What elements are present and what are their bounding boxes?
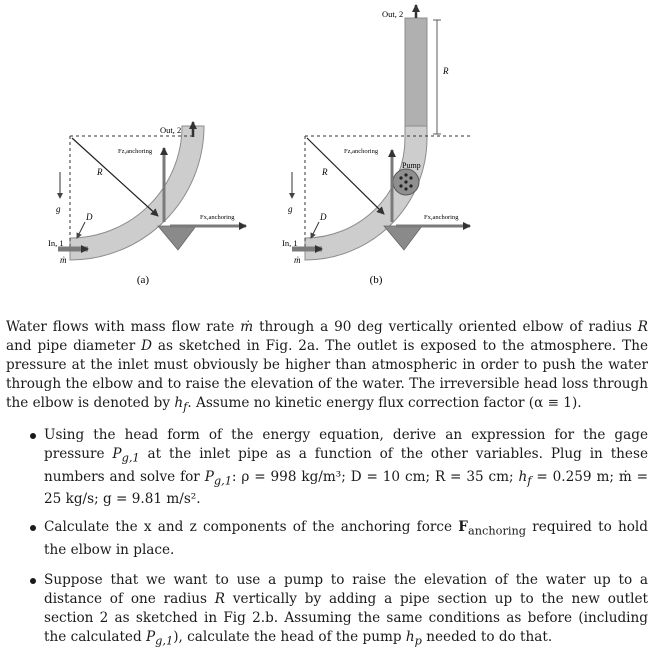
panel-a-gravity-label: g: [56, 204, 61, 214]
panel-b-pump-impeller-dot: [399, 184, 402, 187]
head-loss-symbol: h: [518, 468, 528, 485]
task-list: [0, 426, 652, 651]
head-loss-subscript: f: [183, 399, 188, 414]
gravity-value: g = 9.81 m/s²: [103, 491, 197, 508]
density-value: ρ = 998 kg/m³: [241, 468, 342, 485]
panel-a: [44, 122, 246, 286]
panel-b-pump-impeller-dot: [404, 187, 407, 190]
panel-a-radius-label: R: [97, 167, 103, 177]
panel-a-caption: (a): [136, 274, 150, 286]
task-item: [0, 426, 652, 509]
alpha-expression: α ≡ 1: [534, 395, 572, 411]
panel-a-inlet-label: In, 1: [48, 238, 64, 248]
head-loss-symbol: h: [174, 395, 184, 411]
panel-b-fz-label: Fz,anchoring: [344, 148, 379, 155]
panel-a-diameter-label: D: [86, 212, 93, 222]
radius-symbol: R: [214, 591, 226, 608]
gage-pressure-subscript: g,1: [213, 473, 232, 488]
task-text: vertically by adding a pipe section up to the new outlet section 2 as sketched in Fig 2.b. Assuming the same conditions as before (including the calculated: [44, 591, 649, 646]
pump-head-subscript: p: [414, 633, 422, 648]
panel-b-pump-impeller-dot: [404, 173, 407, 176]
intro-text: ).: [571, 395, 582, 411]
panel-b-pump-label: Pump: [402, 161, 421, 170]
gage-pressure-subscript: g,1: [121, 450, 140, 465]
task-text: .: [196, 491, 201, 508]
panel-b-pump-impeller-dot: [404, 180, 407, 183]
problem-statement: [6, 318, 648, 417]
head-loss-subscript: f: [527, 473, 532, 488]
intro-text: Water flows with mass flow rate: [6, 319, 241, 335]
figure-2: [0, 0, 652, 300]
task-text: ), calculate the head of the pump: [173, 629, 406, 646]
panel-b-caption: (b): [369, 274, 383, 286]
panel-b-riser-pipe: [405, 18, 427, 128]
panel-b: [278, 5, 476, 286]
panel-b-outlet-label: Out, 2: [382, 9, 404, 19]
panel-a-mdot-label: ṁ: [60, 255, 67, 265]
panel-b-pump-impeller-dot: [409, 176, 412, 179]
panel-b-pump-impeller-dot: [399, 176, 402, 179]
intro-text: and pipe diameter: [6, 338, 142, 354]
diameter-symbol: D: [141, 338, 153, 354]
task-item: [0, 518, 652, 560]
mass-flow-value: ṁ = 25 kg/s: [44, 468, 648, 508]
diameter-value: D = 10 cm: [350, 468, 426, 485]
task-text: :: [231, 468, 242, 485]
task-text: at the inlet pipe as a function of the other variables. Plug in these numbers and solve for: [44, 446, 648, 485]
panel-b-diameter-label: D: [320, 212, 327, 222]
force-subscript: anchoring: [467, 524, 527, 539]
task-item: [0, 571, 652, 651]
panel-b-radius-label: R: [322, 167, 328, 177]
intro-text: . Assume no kinetic energy flux correction factor (: [187, 395, 535, 411]
force-symbol: F: [458, 519, 468, 536]
gage-pressure-symbol: P: [112, 446, 122, 462]
pump-head-symbol: h: [405, 629, 415, 646]
intro-text: as sketched in Fig. 2a. The outlet is exposed to the atmosphere. The pressure at the inlet must obviously be higher than atmospheric in order to push the water through the elbow and to raise the elevation of the water. The irreversible head loss through the elbow is denoted by: [6, 338, 648, 411]
radius-symbol: R: [637, 319, 648, 335]
bullet-dot: [30, 578, 36, 584]
panel-a-fx-label: Fx,anchoring: [200, 214, 235, 221]
panel-a-outlet-label: Out, 2: [160, 125, 182, 135]
panel-b-riser-label: R: [443, 66, 449, 76]
panel-b-fx-label: Fx,anchoring: [424, 214, 459, 221]
gage-pressure-subscript: g,1: [155, 633, 174, 648]
panel-b-inlet-label: In, 1: [282, 238, 298, 248]
radius-value: R = 35 cm: [434, 468, 510, 485]
task-text: required to hold the elbow in place.: [44, 519, 648, 559]
gage-pressure-symbol: P: [204, 468, 214, 485]
task-text: ;: [509, 468, 519, 485]
mdot-symbol: ṁ: [240, 319, 254, 335]
task-text: ;: [94, 491, 104, 508]
task-text: needed to do that.: [421, 629, 553, 646]
panel-b-pump-impeller-dot: [409, 184, 412, 187]
task-text: Suppose that we want to use a pump to raise the elevation of the water up to a distance of one radius: [44, 572, 648, 608]
task-text: ;: [341, 468, 351, 485]
task-text: Calculate the x and z components of the anchoring force: [44, 519, 459, 536]
gage-pressure-symbol: P: [146, 629, 156, 646]
intro-text: through a 90 deg vertically oriented elbow of radius: [253, 319, 638, 335]
bullet-dot: [30, 433, 36, 439]
bullet-dot: [30, 525, 36, 531]
panel-b-mdot-label: ṁ: [294, 255, 301, 265]
figure-2-svg: [0, 0, 652, 300]
panel-b-gravity-label: g: [288, 204, 293, 214]
head-loss-value: = 0.259 m: [531, 468, 610, 485]
task-text: ;: [425, 468, 435, 485]
task-text: ;: [609, 468, 619, 485]
panel-a-fz-label: Fz,anchoring: [118, 148, 153, 155]
task-text: Using the head form of the energy equation, derive an expression for the gage pressure: [44, 427, 648, 462]
